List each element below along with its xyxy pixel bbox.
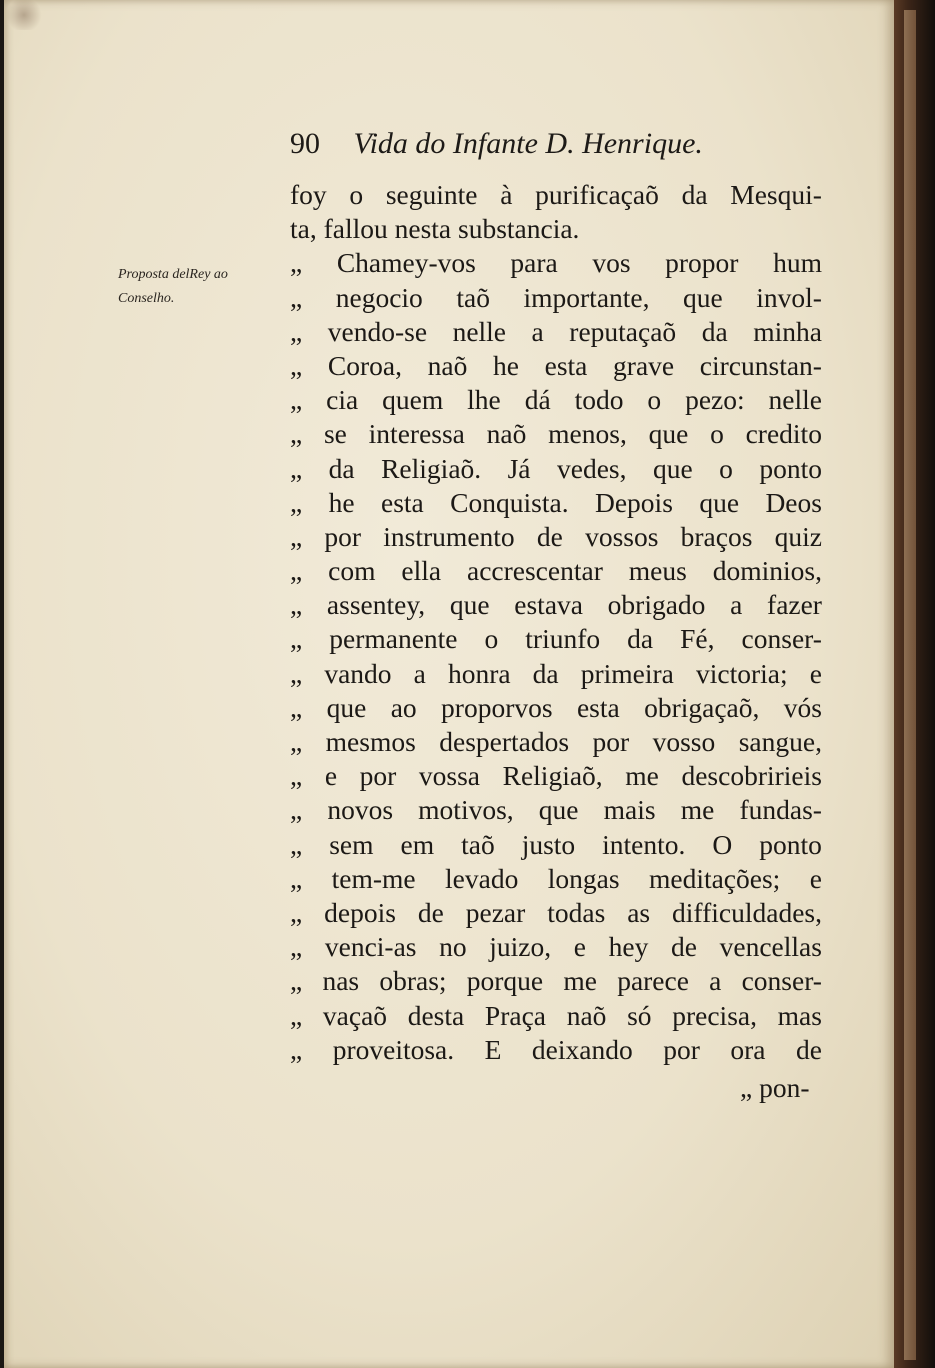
body-text [290,178,822,1067]
text-line: „ da Religiaõ. Já vedes, que o ponto [290,452,822,484]
text-line: „ nas obras; porque me parece a conser- [290,965,822,997]
marginal-note-line: Proposta delRey ao [118,267,228,282]
page-number: 90 [290,127,320,160]
catchword: „ pon- [740,1072,810,1103]
text-line: „ negocio taõ importante, que invol- [290,281,822,313]
text-line: „ assentey, que estava obrigado a fazer [290,589,822,621]
text-line: „ que ao proporvos esta obrigaçaõ, vós [290,691,822,723]
text-line: „ tem-me levado longas meditações; e [290,862,822,894]
text-line: „ se interessa naõ menos, que o credito [290,418,822,450]
text-line: „ permanente o triunfo da Fé, conser- [290,623,822,655]
text-line: „ Coroa, naõ he esta grave circunstan- [290,349,822,381]
text-line: „ proveitosa. E deixando por ora de [290,1033,822,1065]
text-line: „ Chamey-vos para vos propor hum [290,247,822,279]
text-line: „ com ella accrescentar meus dominios, [290,555,822,587]
text-line: „ cia quem lhe dá todo o pezo: nelle [290,384,822,416]
text-line: „ venci-as no juizo, e hey de vencellas [290,931,822,963]
book-page [4,0,894,1368]
text-line: „ por instrumento de vossos braços quiz [290,520,822,552]
page-edge-strip [904,10,916,1360]
text-line: „ e por vossa Religiaõ, me descobririeis [290,760,822,792]
text-line: „ depois de pezar todas as difficuldades, [290,896,822,928]
marginal-note [118,263,298,311]
text-line: „ vaçaõ desta Praça naõ só precisa, mas [290,999,822,1031]
text-line: „ vendo-se nelle a reputaçaõ da minha [290,315,822,347]
text-line: „ he esta Conquista. Depois que Deos [290,486,822,518]
text-line: „ vando a honra da primeira victoria; e [290,657,822,689]
text-line: „ novos motivos, que mais me fundas- [290,794,822,826]
page-stain [4,0,44,30]
text-line: „ mesmos despertados por vosso sangue, [290,726,822,757]
text-line: ta, fallou nesta substancia. [290,213,580,245]
page-header [290,127,703,161]
running-title: Vida do Infante D. Henrique. [353,127,703,160]
text-line: „ sem em taõ justo intento. O ponto [290,828,822,860]
marginal-note-line: Conselho. [118,291,175,306]
text-line: foy o seguinte à purificaçaõ da Mesqui- [290,179,822,210]
